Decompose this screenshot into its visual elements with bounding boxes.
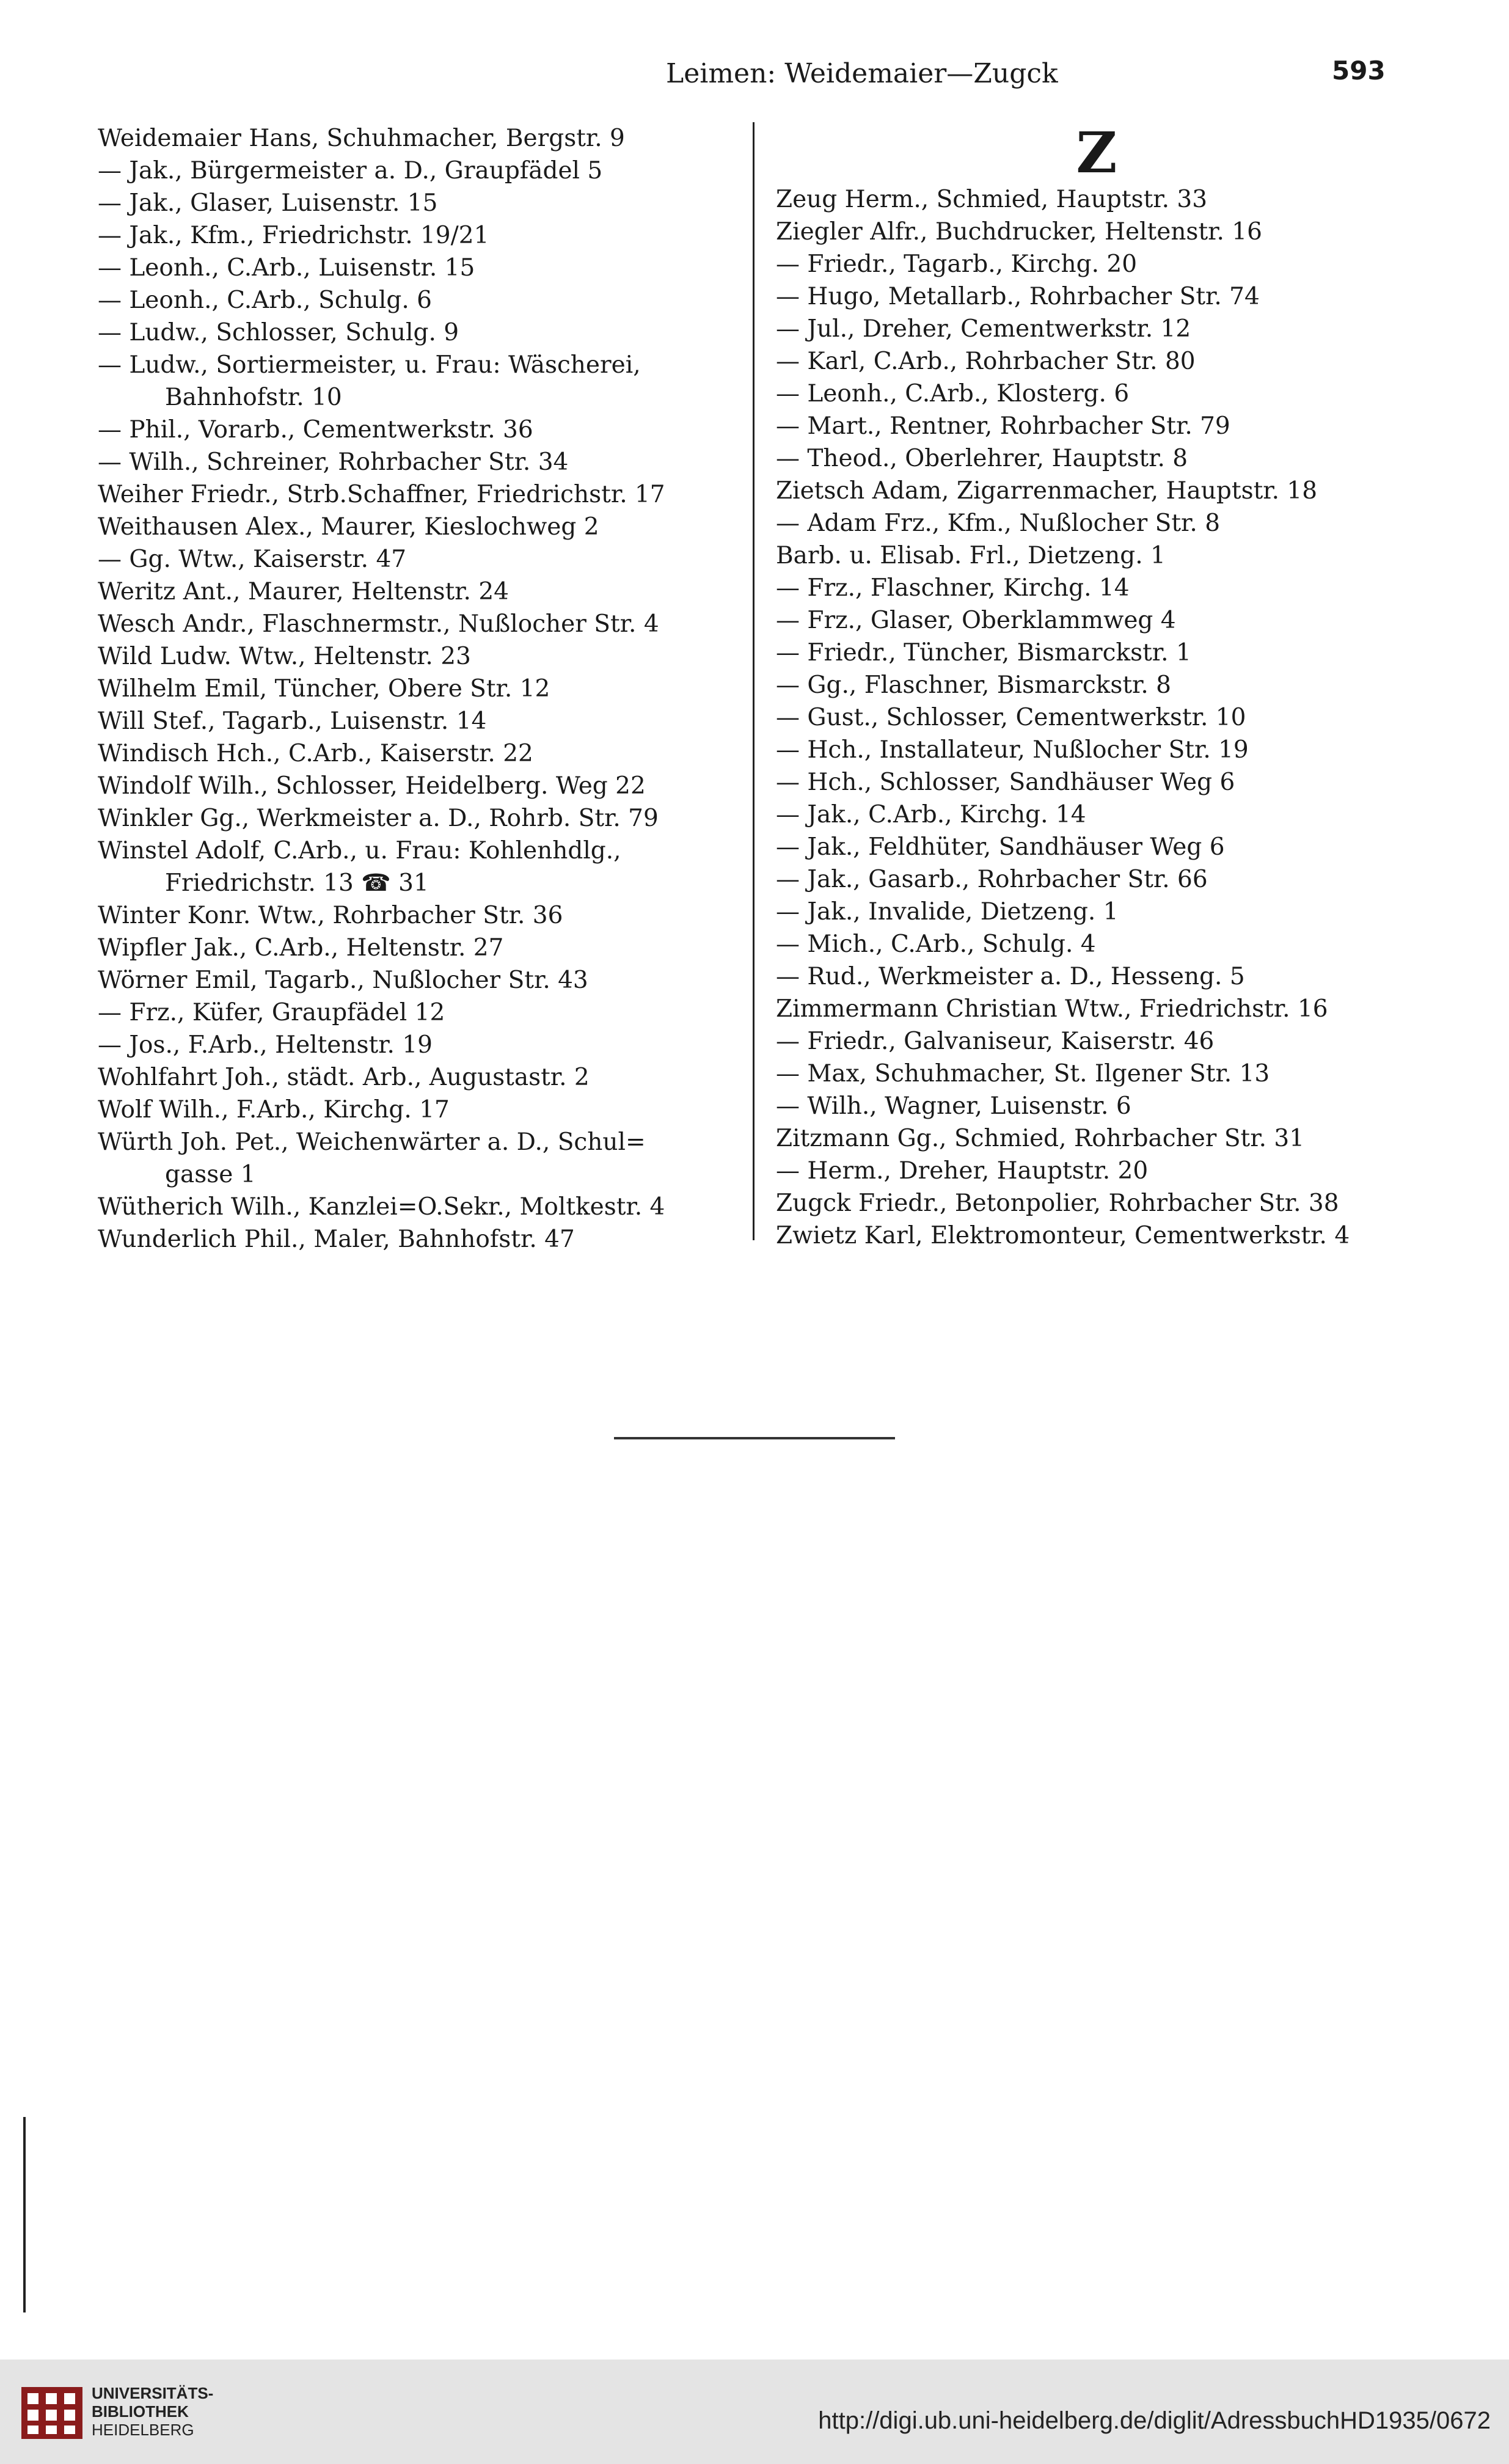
entry-text: — Jos., F.Arb., Heltenstr. 19 — [98, 1031, 433, 1059]
entry-text: — Hch., Schlosser, Sandhäuser Weg 6 — [776, 769, 1235, 796]
directory-entry — [98, 155, 739, 187]
directory-entry — [776, 378, 1417, 410]
directory-entry — [98, 996, 739, 1029]
directory-entry — [98, 446, 739, 478]
source-url-link[interactable]: http://digi.ub.uni-heidelberg.de/diglit/AdressbuchHD1935/0672 — [818, 2407, 1491, 2434]
entry-text: — Karl, C.Arb., Rohrbacher Str. 80 — [776, 348, 1196, 375]
directory-entry — [776, 313, 1417, 345]
entry-text: Wild Ludw. Wtw., Heltenstr. 23 — [98, 643, 471, 670]
entry-text: Zimmermann Christian Wtw., Friedrichstr. 16 — [776, 995, 1328, 1023]
entry-text: — Max, Schuhmacher, St. Ilgener Str. 13 — [776, 1060, 1270, 1088]
directory-entry — [98, 640, 739, 673]
directory-entry — [98, 1126, 739, 1191]
directory-entry — [776, 993, 1417, 1025]
column-divider — [753, 122, 754, 1240]
directory-entry — [776, 507, 1417, 539]
directory-entry — [776, 1187, 1417, 1219]
entry-text: — Phil., Vorarb., Cementwerkstr. 36 — [98, 416, 533, 444]
university-seal-icon — [18, 2384, 86, 2442]
directory-entry — [776, 1219, 1417, 1252]
entry-text: — Mich., C.Arb., Schulg. 4 — [776, 930, 1096, 958]
entry-text: Zwietz Karl, Elektromonteur, Cementwerkstr. 4 — [776, 1222, 1350, 1249]
directory-entry — [776, 442, 1417, 475]
right-entries — [776, 183, 1417, 1252]
left-column — [98, 122, 739, 1256]
entry-text: — Frz., Küfer, Graupfädel 12 — [98, 999, 445, 1026]
directory-entry — [98, 511, 739, 543]
directory-entry — [98, 284, 739, 316]
entry-text: — Jak., C.Arb., Kirchg. 14 — [776, 801, 1086, 828]
entry-text: — Wilh., Wagner, Luisenstr. 6 — [776, 1092, 1131, 1120]
entry-text: — Rud., Werkmeister a. D., Hesseng. 5 — [776, 963, 1245, 990]
directory-entry — [776, 345, 1417, 378]
entry-text: Weritz Ant., Maurer, Heltenstr. 24 — [98, 578, 509, 605]
entry-text: — Leonh., C.Arb., Klosterg. 6 — [776, 380, 1130, 408]
directory-entry — [776, 960, 1417, 993]
entry-text: — Jak., Kfm., Friedrichstr. 19/21 — [98, 222, 489, 249]
directory-entry — [98, 802, 739, 835]
directory-entry — [98, 1094, 739, 1126]
directory-entry — [98, 608, 739, 640]
directory-entry — [98, 219, 739, 252]
directory-entry — [98, 1223, 739, 1256]
directory-entry — [98, 673, 739, 705]
directory-entry — [98, 252, 739, 284]
directory-entry — [98, 1191, 739, 1223]
institution-name — [92, 2384, 213, 2439]
entry-text: — Friedr., Tüncher, Bismarckstr. 1 — [776, 639, 1191, 667]
directory-entry — [98, 899, 739, 932]
entry-text: Zeug Herm., Schmied, Hauptstr. 33 — [776, 186, 1208, 213]
entry-text: — Frz., Flaschner, Kirchg. 14 — [776, 574, 1130, 602]
entry-text: — Friedr., Galvaniseur, Kaiserstr. 46 — [776, 1028, 1215, 1055]
directory-entry — [776, 1025, 1417, 1058]
directory-entry — [776, 701, 1417, 734]
entry-text: Wilhelm Emil, Tüncher, Obere Str. 12 — [98, 675, 550, 703]
directory-entry — [98, 122, 739, 155]
directory-entry — [776, 475, 1417, 507]
entry-text: Zugck Friedr., Betonpolier, Rohrbacher Str. 38 — [776, 1190, 1339, 1217]
entry-text: — Hch., Installateur, Nußlocher Str. 19 — [776, 736, 1249, 764]
entry-text: — Gg. Wtw., Kaiserstr. 47 — [98, 546, 407, 573]
directory-entry — [98, 705, 739, 737]
directory-entry — [776, 669, 1417, 701]
entry-text: — Leonh., C.Arb., Schulg. 6 — [98, 287, 432, 314]
page-number: 593 — [1332, 56, 1386, 86]
directory-entry — [776, 863, 1417, 896]
directory-entry — [98, 543, 739, 576]
directory-entry — [776, 831, 1417, 863]
directory-entry — [98, 576, 739, 608]
entry-continuation: Friedrichstr. 13 ☎ 31 — [165, 869, 429, 897]
entry-text: Zietsch Adam, Zigarrenmacher, Hauptstr. 18 — [776, 477, 1318, 505]
directory-entry — [98, 1029, 739, 1061]
directory-entry — [98, 316, 739, 349]
entry-text: — Mart., Rentner, Rohrbacher Str. 79 — [776, 412, 1230, 440]
directory-entry — [776, 410, 1417, 442]
entry-text: — Jak., Feldhüter, Sandhäuser Weg 6 — [776, 833, 1225, 861]
section-letter: Z — [1076, 120, 1117, 186]
directory-entry — [98, 478, 739, 511]
directory-entry — [776, 1090, 1417, 1122]
entry-text: Wipfler Jak., C.Arb., Heltenstr. 27 — [98, 934, 504, 962]
entry-text: Wörner Emil, Tagarb., Nußlocher Str. 43 — [98, 967, 588, 994]
entry-text: Würth Joh. Pet., Weichenwärter a. D., Schul= — [98, 1128, 646, 1156]
directory-entry — [98, 932, 739, 964]
directory-entry — [776, 248, 1417, 280]
page-title: Leimen: Weidemaier—Zugck — [666, 58, 1058, 89]
directory-entry — [776, 799, 1417, 831]
directory-entry — [98, 349, 739, 414]
entry-text: Zitzmann Gg., Schmied, Rohrbacher Str. 31 — [776, 1125, 1305, 1152]
directory-entry — [98, 187, 739, 219]
entry-continuation: Bahnhofstr. 10 — [165, 384, 342, 411]
institution-line: HEIDELBERG — [92, 2421, 194, 2439]
entry-text: Barb. u. Elisab. Frl., Dietzeng. 1 — [776, 542, 1166, 569]
entry-text: Weithausen Alex., Maurer, Kieslochweg 2 — [98, 513, 599, 541]
directory-entry — [776, 637, 1417, 669]
directory-entry — [776, 896, 1417, 928]
entry-text: — Friedr., Tagarb., Kirchg. 20 — [776, 250, 1138, 278]
entry-text: Ziegler Alfr., Buchdrucker, Heltenstr. 16 — [776, 218, 1262, 246]
directory-entry — [98, 1061, 739, 1094]
directory-entry — [776, 216, 1417, 248]
entry-text: — Wilh., Schreiner, Rohrbacher Str. 34 — [98, 448, 569, 476]
entry-text: — Adam Frz., Kfm., Nußlocher Str. 8 — [776, 510, 1221, 537]
library-footer — [0, 2360, 1509, 2464]
entry-text: — Ludw., Sortiermeister, u. Frau: Wäscherei, — [98, 351, 641, 379]
scan-margin-line — [23, 2117, 26, 2312]
entry-text: Winter Konr. Wtw., Rohrbacher Str. 36 — [98, 902, 563, 929]
entry-text: Windolf Wilh., Schlosser, Heidelberg. Weg 22 — [98, 772, 646, 800]
entry-text: — Jak., Gasarb., Rohrbacher Str. 66 — [776, 866, 1208, 893]
directory-entry — [98, 770, 739, 802]
entry-text: — Leonh., C.Arb., Luisenstr. 15 — [98, 254, 475, 282]
entry-continuation: gasse 1 — [165, 1161, 256, 1188]
directory-entry — [776, 539, 1417, 572]
entry-text: Winkler Gg., Werkmeister a. D., Rohrb. Str. 79 — [98, 805, 659, 832]
institution-line: UNIVERSITÄTS- — [92, 2384, 214, 2402]
entry-text: — Gust., Schlosser, Cementwerkstr. 10 — [776, 704, 1246, 731]
entry-text: Will Stef., Tagarb., Luisenstr. 14 — [98, 707, 487, 735]
entry-text: — Hugo, Metallarb., Rohrbacher Str. 74 — [776, 283, 1260, 310]
directory-entry — [776, 604, 1417, 637]
entry-text: — Jak., Invalide, Dietzeng. 1 — [776, 898, 1119, 926]
directory-entry — [98, 835, 739, 899]
directory-entry — [776, 766, 1417, 799]
entry-text: Weidemaier Hans, Schuhmacher, Bergstr. 9 — [98, 125, 625, 152]
section-separator-rule — [614, 1437, 895, 1439]
directory-entry — [776, 572, 1417, 604]
entry-text: — Herm., Dreher, Hauptstr. 20 — [776, 1157, 1149, 1185]
entry-text: Wohlfahrt Joh., städt. Arb., Augustastr. 2 — [98, 1064, 590, 1091]
entry-text: Wunderlich Phil., Maler, Bahnhofstr. 47 — [98, 1226, 575, 1253]
right-column — [776, 122, 1417, 1252]
entry-text: Windisch Hch., C.Arb., Kaiserstr. 22 — [98, 740, 533, 767]
entry-text: — Ludw., Schlosser, Schulg. 9 — [98, 319, 459, 346]
directory-entry — [98, 964, 739, 996]
directory-entry — [98, 737, 739, 770]
directory-entry — [776, 280, 1417, 313]
directory-entry — [98, 414, 739, 446]
entry-text: — Jak., Glaser, Luisenstr. 15 — [98, 189, 438, 217]
directory-entry — [776, 1155, 1417, 1187]
entry-text: Wütherich Wilh., Kanzlei=O.Sekr., Moltkestr. 4 — [98, 1193, 665, 1221]
entry-text: Wesch Andr., Flaschnermstr., Nußlocher Str. 4 — [98, 610, 659, 638]
directory-entry — [776, 1122, 1417, 1155]
entry-text: — Jak., Bürgermeister a. D., Graupfädel 5 — [98, 157, 603, 185]
running-head — [0, 58, 1509, 95]
entry-text: — Frz., Glaser, Oberklammweg 4 — [776, 607, 1176, 634]
directory-entry — [776, 1058, 1417, 1090]
entry-text: — Jul., Dreher, Cementwerkstr. 12 — [776, 315, 1191, 343]
directory-entry — [776, 734, 1417, 766]
entry-text: — Gg., Flaschner, Bismarckstr. 8 — [776, 671, 1171, 699]
directory-entry — [776, 928, 1417, 960]
institution-line: BIBLIOTHEK — [92, 2402, 189, 2421]
entry-text: Wolf Wilh., F.Arb., Kirchg. 17 — [98, 1096, 450, 1124]
directory-entry — [776, 183, 1417, 216]
entry-text: Weiher Friedr., Strb.Schaffner, Friedrichstr. 17 — [98, 481, 665, 508]
entry-text: — Theod., Oberlehrer, Hauptstr. 8 — [776, 445, 1188, 472]
entry-text: Winstel Adolf, C.Arb., u. Frau: Kohlenhdlg., — [98, 837, 621, 865]
